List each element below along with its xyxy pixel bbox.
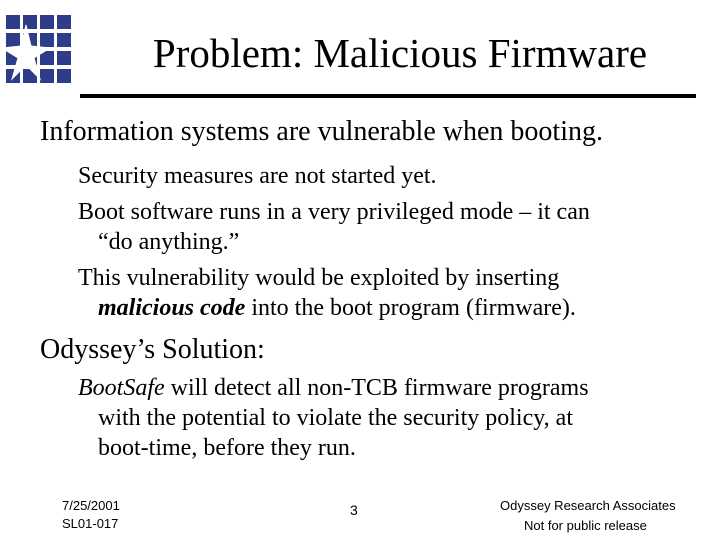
emphasis-malicious-code: malicious code: [98, 295, 246, 321]
bullet-boot-software-line2: “do anything.”: [98, 229, 240, 255]
title-divider: [80, 94, 696, 98]
emphasis-bootsafe: BootSafe: [78, 375, 165, 401]
heading-vulnerable: Information systems are vulnerable when booting.: [40, 116, 603, 147]
bullet-vulnerability-line2: [98, 294, 576, 322]
footer-code: SL01-017: [62, 516, 119, 531]
footer-date: 7/25/2001: [62, 498, 120, 513]
slide-title: Problem: Malicious Firmware: [152, 30, 648, 76]
bullet-bootsafe-line3: boot-time, before they run.: [98, 435, 356, 461]
footer-notice: Not for public release: [524, 518, 647, 533]
star-grid-logo: [6, 15, 72, 87]
bullet-boot-software-line1: Boot software runs in a very privileged mode – it can: [78, 199, 590, 225]
bullet-bootsafe-line1: [78, 374, 589, 402]
heading-solution: Odyssey’s Solution:: [40, 334, 265, 365]
bullet-vulnerability-rest: into the boot program (firmware).: [245, 295, 576, 321]
bullet-bootsafe-line2: with the potential to violate the security policy, at: [98, 405, 573, 431]
page-number: 3: [350, 502, 358, 518]
bullet-security-measures: Security measures are not started yet.: [78, 163, 437, 189]
bullet-vulnerability-line1: This vulnerability would be exploited by inserting: [78, 265, 560, 291]
footer-organization: Odyssey Research Associates: [500, 498, 676, 513]
bullet-bootsafe-rest: will detect all non-TCB firmware programs: [164, 375, 589, 401]
